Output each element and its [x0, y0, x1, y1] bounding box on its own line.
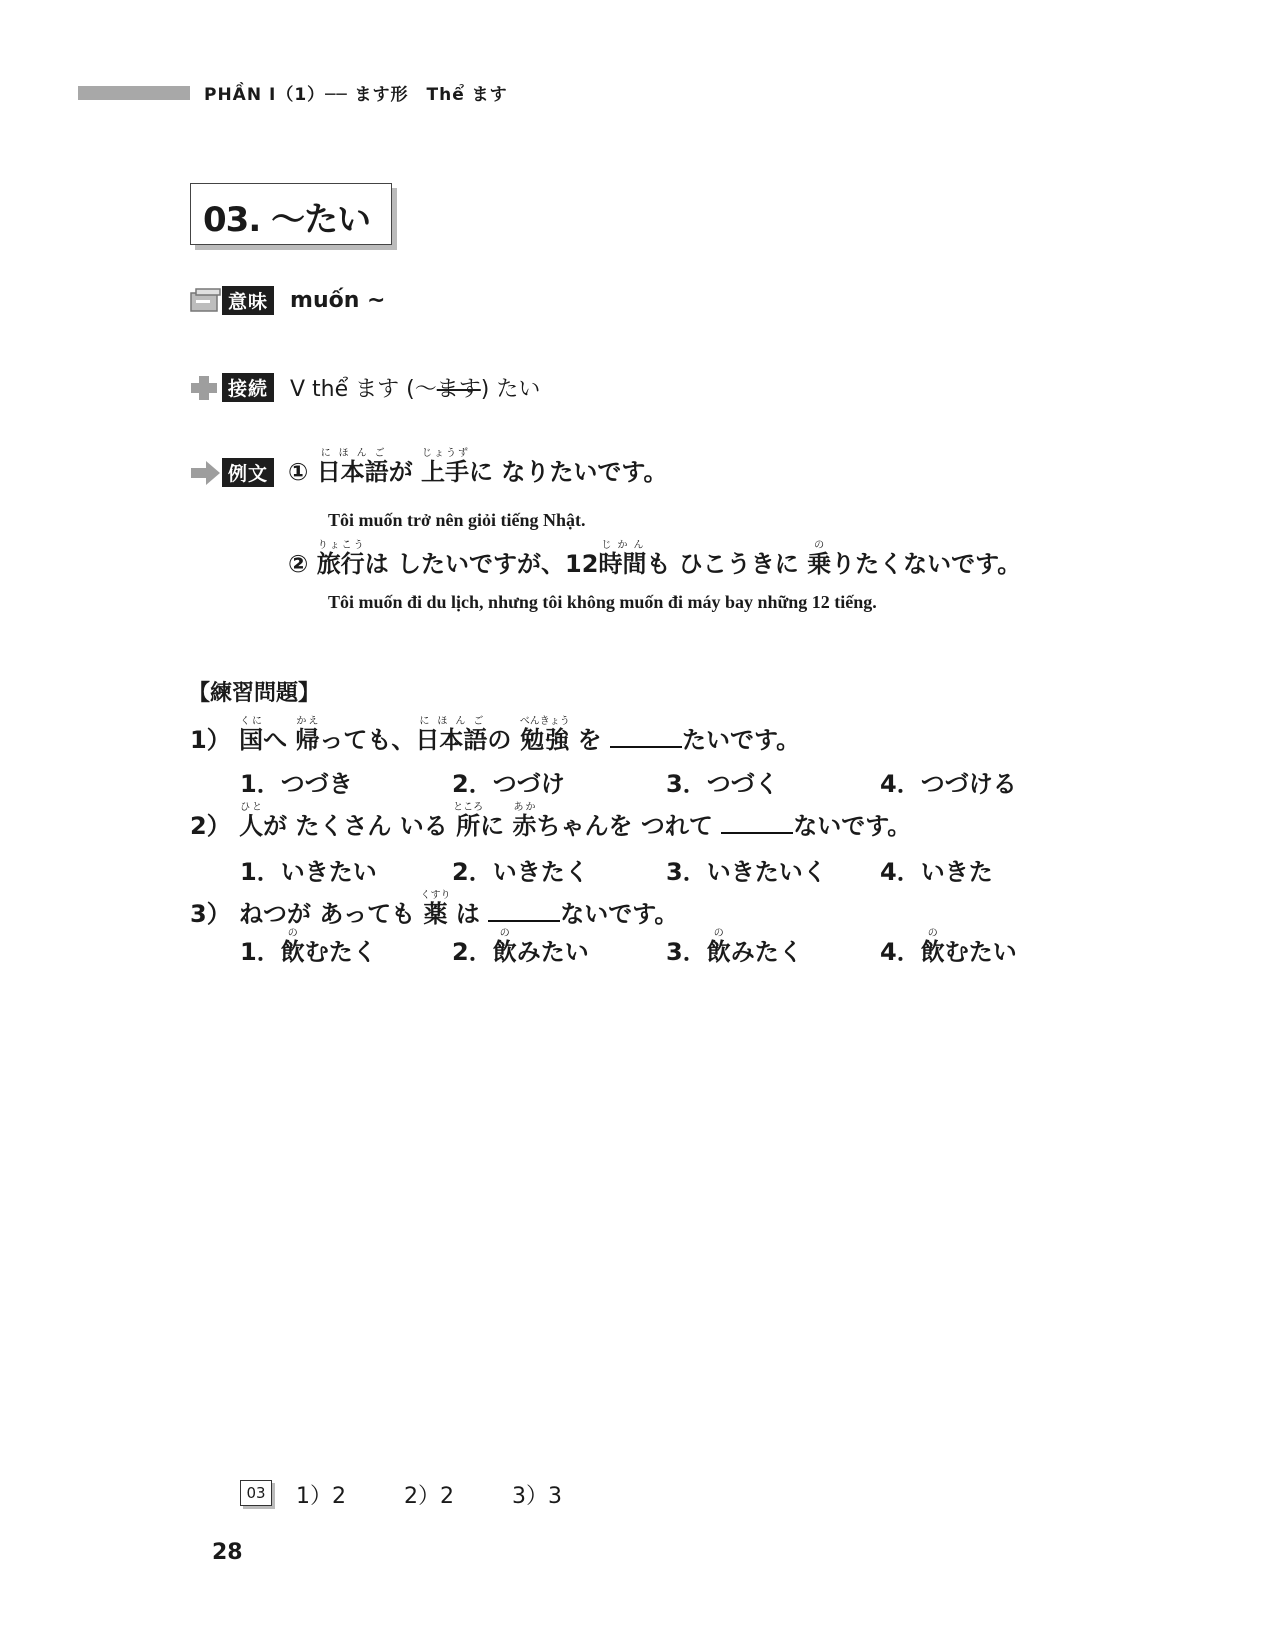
ex1-text-d: に なりたいです。: [469, 458, 668, 486]
q2-r1: ひと: [239, 802, 264, 813]
q3-o4-pre: 4．: [880, 938, 921, 966]
q3-o1-kanji: 飲: [280, 938, 305, 966]
q2-option-2[interactable]: 2．いきたく: [452, 858, 589, 886]
meaning-tag: 意味: [222, 286, 274, 315]
q1-option-4[interactable]: 4．つづける: [880, 770, 1017, 798]
q3-r1: くすり: [420, 890, 451, 901]
q2-r3: あか: [512, 802, 537, 813]
q3-o2-post: みたい: [516, 938, 589, 966]
q3-o2-ruby: の: [492, 928, 517, 939]
q1-r2: かえ: [295, 716, 320, 727]
q3-o2-kanji: 飲: [492, 938, 517, 966]
ex1-ruby-a: にほんご: [316, 448, 389, 459]
answer-2: 2）2: [404, 1484, 454, 1509]
practice-heading: 【練習問題】: [188, 681, 321, 706]
q1-t1: へ: [263, 726, 296, 754]
example-2-vi: Tôi muốn đi du lịch, nhưng tôi không muốn đi máy bay những 12 tiếng.: [328, 592, 877, 612]
connection-pre: V thể ます (～: [290, 377, 437, 402]
q2-k2: 所: [453, 812, 484, 840]
q1-option-1[interactable]: 1．つづき: [240, 770, 353, 798]
q1-k2: 帰: [295, 726, 320, 754]
page-number: 28: [212, 1540, 243, 1565]
ex2-kanji-e: 乗: [807, 550, 832, 578]
example-2-num: ②: [288, 550, 309, 578]
ex2-ruby-e: の: [807, 540, 832, 551]
connection-formula: [290, 372, 540, 403]
q1-k3: 日本語: [415, 726, 488, 754]
ex2-ruby-a: りょこう: [316, 540, 365, 551]
q2-k3: 赤: [512, 812, 537, 840]
connection-tag: 接続: [222, 373, 274, 402]
q3-o4-post: むたい: [944, 938, 1017, 966]
q2-option-1[interactable]: 1．いきたい: [240, 858, 377, 886]
q1-k4: 勉強: [519, 726, 570, 754]
q3-t1: ねつが あっても: [239, 900, 424, 928]
q1-k1: 国: [239, 726, 264, 754]
ex2-text-f: りたくないです。: [831, 550, 1022, 578]
q3-t3: ないです。: [560, 900, 679, 928]
ex1-ruby-c: じょうず: [421, 448, 470, 459]
ex2-kanji-c: 時間: [598, 550, 647, 578]
ex2-text-d: も ひこうきに: [646, 550, 808, 578]
ex2-text-b: は したいですが、12: [364, 550, 599, 578]
q1-num: 1）: [190, 726, 231, 754]
connection-struck: ます: [436, 377, 481, 402]
q3-o3-post: みたく: [730, 938, 803, 966]
q3-o1-post: むたく: [304, 938, 377, 966]
q1-option-3[interactable]: 3．つづく: [666, 770, 779, 798]
question-3: [190, 890, 678, 929]
q2-option-3[interactable]: 3．いきたいく: [666, 858, 827, 886]
lesson-title: 03. ～たい: [203, 200, 371, 240]
q3-t2: は: [447, 900, 489, 928]
ex1-kanji-c: 上手: [421, 458, 470, 486]
q1-t2: っても、: [319, 726, 416, 754]
q2-num: 2）: [190, 812, 231, 840]
examples-tag: 例文: [222, 458, 274, 487]
q3-option-3[interactable]: [666, 928, 803, 967]
q3-o3-ruby: の: [706, 928, 731, 939]
example-1-jp: [288, 448, 667, 487]
lesson-title-box: [190, 183, 392, 245]
meaning-text: muốn ~: [290, 288, 386, 313]
running-header: PHẦN Ⅰ（1）── ます形 Thể ます: [204, 85, 508, 105]
ex2-kanji-a: 旅行: [316, 550, 365, 578]
example-2-jp: [288, 540, 1021, 579]
q1-r4: べんきょう: [519, 716, 570, 727]
example-1-num: ①: [288, 458, 309, 486]
q3-k1: 薬: [420, 900, 451, 928]
example-1-vi: Tôi muốn trở nên giỏi tiếng Nhật.: [328, 510, 586, 530]
connection-row: [190, 372, 540, 403]
q3-option-2[interactable]: [452, 928, 589, 967]
examples-label: [190, 458, 274, 487]
q2-r2: ところ: [453, 802, 484, 813]
ex2-ruby-c: じかん: [598, 540, 647, 551]
q3-blank[interactable]: [488, 898, 560, 922]
q1-option-2[interactable]: 2．つづけ: [452, 770, 565, 798]
answer-key-box: 03: [240, 1480, 272, 1506]
q1-r3: にほんご: [415, 716, 488, 727]
q1-t3: の: [487, 726, 520, 754]
header-bar: [78, 86, 190, 100]
q3-option-1[interactable]: [240, 928, 377, 967]
question-2: [190, 802, 911, 841]
q3-o1-pre: 1．: [240, 938, 281, 966]
q2-t4: ないです。: [793, 812, 912, 840]
connection-post: ) たい: [480, 377, 541, 402]
q3-o2-pre: 2．: [452, 938, 493, 966]
ex1-text-b: が: [388, 458, 422, 486]
q1-blank[interactable]: [610, 724, 682, 748]
q3-o3-pre: 3．: [666, 938, 707, 966]
q3-o3-kanji: 飲: [706, 938, 731, 966]
answer-1: 1）2: [296, 1484, 346, 1509]
q2-blank[interactable]: [721, 810, 793, 834]
q3-num: 3）: [190, 900, 231, 928]
book-icon: [190, 287, 222, 315]
q1-t5: たいです。: [682, 726, 801, 754]
q3-o1-ruby: の: [280, 928, 305, 939]
q1-r1: くに: [239, 716, 264, 727]
q2-t1: が たくさん いる: [263, 812, 457, 840]
q1-t4: を: [569, 726, 610, 754]
plus-icon: [190, 374, 222, 402]
arrow-icon: [190, 459, 222, 487]
meaning-row: [190, 286, 385, 315]
q2-k1: 人: [239, 812, 264, 840]
q3-o4-kanji: 飲: [920, 938, 945, 966]
q2-option-4[interactable]: 4．いきた: [880, 858, 993, 886]
q3-option-4[interactable]: [880, 928, 1017, 967]
q2-t3: ちゃんを つれて: [536, 812, 722, 840]
q2-t2: に: [480, 812, 513, 840]
question-1: [190, 716, 800, 755]
q3-o4-ruby: の: [920, 928, 945, 939]
ex1-kanji-a: 日本語: [316, 458, 389, 486]
answer-3: 3）3: [512, 1484, 562, 1509]
